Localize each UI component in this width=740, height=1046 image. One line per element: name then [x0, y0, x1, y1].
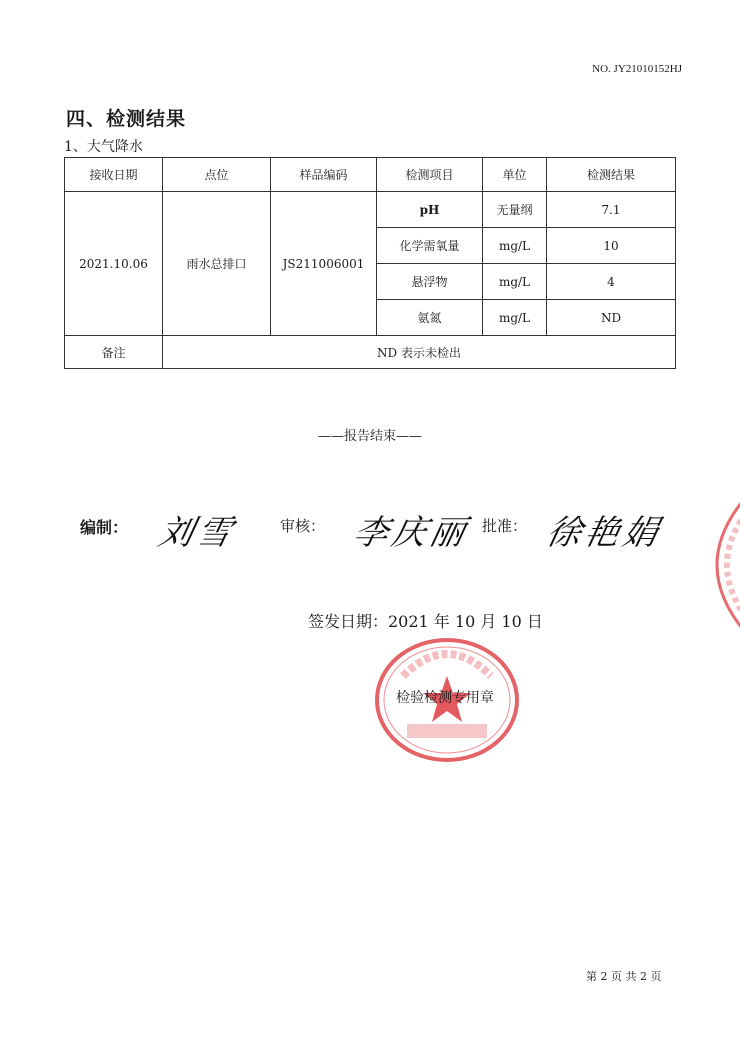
table-header-row [65, 158, 676, 192]
section-subtitle: 1、大气降水 [64, 139, 143, 155]
remark-label-cell: 备注 [65, 336, 163, 369]
results-table [64, 157, 676, 369]
compile-signature: 刘雪 [155, 513, 240, 553]
test-item-cell: 悬浮物 [377, 264, 483, 300]
signature-row [0, 505, 740, 565]
header-cell: 检测结果 [547, 158, 676, 192]
compile-label: 编制： [80, 518, 129, 537]
location-cell: 雨水总排口 [163, 192, 271, 336]
remark-text-cell: ND 表示未检出 [163, 336, 676, 369]
test-item-cell: pH [377, 192, 483, 228]
edge-seal-icon [708, 495, 740, 635]
review-signature: 李庆丽 [350, 513, 473, 553]
test-item-cell: 氨氮 [377, 300, 483, 336]
table-row [65, 192, 676, 228]
page-number: 第 2 页 共 2 页 [586, 970, 662, 983]
unit-cell: mg/L [483, 228, 547, 264]
document-number: NO. JY21010152HJ [592, 63, 682, 75]
report-end-marker: ——报告结束—— [317, 429, 422, 444]
unit-cell: mg/L [483, 264, 547, 300]
receive-date-cell: 2021.10.06 [65, 192, 163, 336]
section-title: 四、检测结果 [66, 108, 187, 130]
header-cell: 检测项目 [377, 158, 483, 192]
approve-label: 批准： [482, 517, 528, 535]
result-cell: 7.1 [547, 192, 676, 228]
header-cell: 样品编码 [271, 158, 377, 192]
test-item-cell: 化学需氧量 [377, 228, 483, 264]
unit-cell: mg/L [483, 300, 547, 336]
result-cell: 10 [547, 228, 676, 264]
sample-code-cell: JS211006001 [271, 192, 377, 336]
issue-date: 签发日期：2021 年 10 月 10 日 [308, 612, 543, 631]
unit-cell: 无量纲 [483, 192, 547, 228]
header-cell: 单位 [483, 158, 547, 192]
header-cell: 接收日期 [65, 158, 163, 192]
seal-label: 检验检测专用章 [396, 690, 494, 706]
result-cell: ND [547, 300, 676, 336]
result-cell: 4 [547, 264, 676, 300]
review-label: 审核： [280, 517, 326, 535]
approve-signature: 徐艳娟 [543, 513, 666, 553]
remark-row [65, 336, 676, 369]
header-cell: 点位 [163, 158, 271, 192]
